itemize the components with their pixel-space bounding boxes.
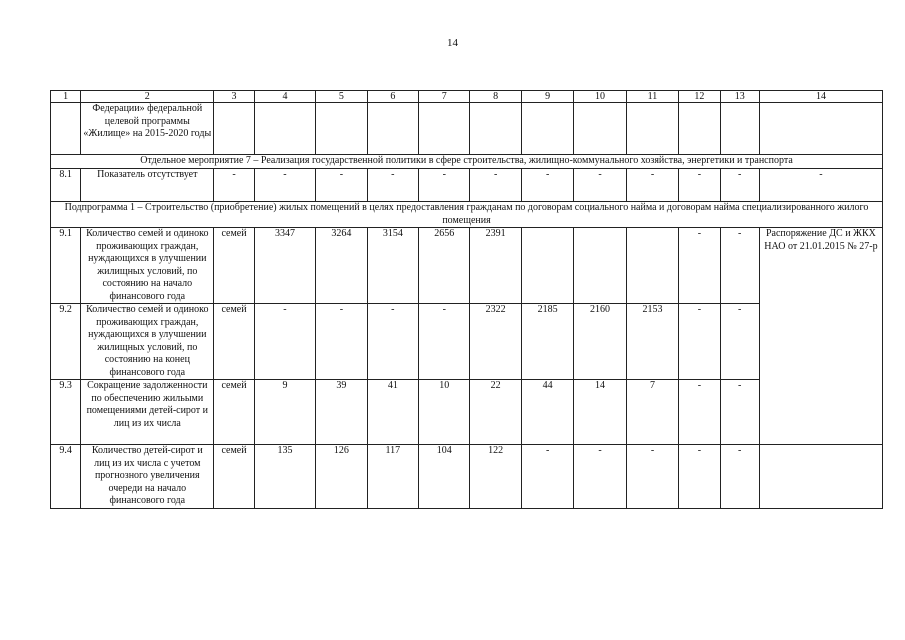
value-cell: 3347: [254, 228, 316, 304]
table-cell: -: [254, 169, 316, 202]
value-cell: 126: [316, 445, 367, 509]
column-number: 14: [759, 91, 882, 103]
row-number: 9.1: [51, 228, 81, 304]
indicator-name: Количество семей и одиноко проживающих граждан, нуждающихся в улучшении жилищных условий, по состоянию на начало финансового года: [81, 228, 214, 304]
value-cell: 2322: [470, 304, 521, 380]
value-cell: 7: [626, 380, 678, 445]
value-cell: 39: [316, 380, 367, 445]
value-cell: -: [720, 445, 759, 509]
column-number-row: [51, 91, 883, 103]
value-cell: 104: [419, 445, 470, 509]
indicator-name: Количество семей и одиноко проживающих граждан, нуждающихся в улучшении жилищных условий, по состоянию на конец финансового года: [81, 304, 214, 380]
value-cell: [521, 228, 573, 304]
value-cell: 2185: [521, 304, 573, 380]
column-number: 8: [470, 91, 521, 103]
value-cell: 3154: [367, 228, 418, 304]
value-cell: 2153: [626, 304, 678, 380]
page-number: 14: [447, 37, 458, 49]
column-number: 1: [51, 91, 81, 103]
table-cell: -: [574, 169, 626, 202]
table-cell: -: [367, 169, 418, 202]
row-9-1: [51, 228, 883, 304]
indicator-name: Показатель отсутствует: [81, 169, 214, 202]
column-number: 12: [679, 91, 720, 103]
value-cell: 122: [470, 445, 521, 509]
column-number: 3: [214, 91, 254, 103]
column-number: 6: [367, 91, 418, 103]
source-document: Распоряжение ДС и ЖКХ НАО от 21.01.2015 № 27-р: [759, 228, 882, 445]
row-9-2: [51, 304, 883, 380]
table-cell: -: [419, 169, 470, 202]
unit: семей: [214, 380, 254, 445]
value-cell: 10: [419, 380, 470, 445]
continuation-name: Федерации» федеральной целевой программы «Жилище» на 2015-2020 годы: [81, 103, 214, 155]
column-number: 10: [574, 91, 626, 103]
value-cell: -: [521, 445, 573, 509]
value-cell: [626, 228, 678, 304]
indicators-table: [50, 90, 883, 509]
column-number: 4: [254, 91, 316, 103]
table-cell: -: [626, 169, 678, 202]
column-number: 7: [419, 91, 470, 103]
subprogram-1-heading: Подпрограмма 1 – Строительство (приобретение) жилых помещений в целях предоставления гражданам по договорам социального найма и договорам найма специализированного жилого помещения: [51, 202, 883, 228]
table-cell: -: [720, 169, 759, 202]
value-cell: -: [316, 304, 367, 380]
value-cell: 14: [574, 380, 626, 445]
indicator-name: Количество детей-сирот и лиц из их числа с учетом прогнозного увеличения очереди на начало финансового года: [81, 445, 214, 509]
row-number: 8.1: [51, 169, 81, 202]
value-cell: -: [720, 228, 759, 304]
table-cell: -: [214, 169, 254, 202]
value-cell: -: [720, 304, 759, 380]
row-number: 9.4: [51, 445, 81, 509]
value-cell: 3264: [316, 228, 367, 304]
column-number: 9: [521, 91, 573, 103]
value-cell: 2160: [574, 304, 626, 380]
value-cell: 2391: [470, 228, 521, 304]
value-cell: -: [720, 380, 759, 445]
row-number: 9.3: [51, 380, 81, 445]
column-number: 13: [720, 91, 759, 103]
value-cell: -: [367, 304, 418, 380]
value-cell: -: [679, 380, 720, 445]
value-cell: -: [419, 304, 470, 380]
unit: семей: [214, 304, 254, 380]
row-9-3: [51, 380, 883, 445]
value-cell: -: [574, 445, 626, 509]
table-cell: -: [521, 169, 573, 202]
table-cell: -: [679, 169, 720, 202]
column-number: 5: [316, 91, 367, 103]
continuation-row: [51, 103, 883, 155]
row-9-4: [51, 445, 883, 509]
value-cell: 117: [367, 445, 418, 509]
unit: семей: [214, 445, 254, 509]
value-cell: 41: [367, 380, 418, 445]
column-number: 11: [626, 91, 678, 103]
value-cell: 135: [254, 445, 316, 509]
table-cell: -: [470, 169, 521, 202]
row-number: 9.2: [51, 304, 81, 380]
value-cell: [574, 228, 626, 304]
value-cell: -: [679, 228, 720, 304]
table-cell: -: [759, 169, 882, 202]
value-cell: -: [626, 445, 678, 509]
value-cell: 22: [470, 380, 521, 445]
indicator-name: Сокращение задолженности по обеспечению жильыми помещениями детей-сирот и лиц из их числа: [81, 380, 214, 445]
section-7-heading: Отдельное мероприятие 7 – Реализация государственной политики в сфере строительства, жилищно-коммунального хозяйства, энергетики и транспорта: [51, 155, 883, 169]
value-cell: 44: [521, 380, 573, 445]
value-cell: 2656: [419, 228, 470, 304]
column-number: 2: [81, 91, 214, 103]
table-cell: -: [316, 169, 367, 202]
value-cell: 9: [254, 380, 316, 445]
value-cell: -: [679, 304, 720, 380]
value-cell: -: [254, 304, 316, 380]
value-cell: -: [679, 445, 720, 509]
unit: семей: [214, 228, 254, 304]
row-8-1: [51, 169, 883, 202]
